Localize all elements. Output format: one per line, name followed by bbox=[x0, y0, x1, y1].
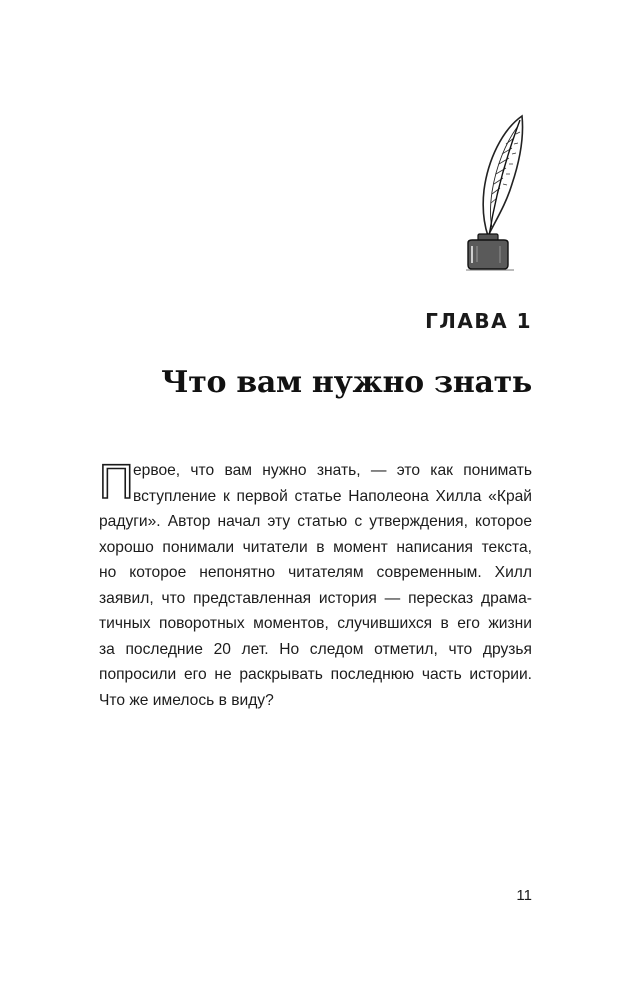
body-line-7: тичных поворотных моментов, случившихся в его жизни bbox=[99, 615, 532, 632]
body-line-5: но которое непонятно читателям современным. Хилл bbox=[99, 564, 532, 581]
body-line-9: попросили его не раскрывать последнюю часть истории. bbox=[99, 666, 532, 683]
body-paragraph bbox=[99, 458, 532, 713]
body-line-1: ервое, что вам нужно знать, — это как понимать bbox=[133, 462, 532, 479]
drop-cap-letter: П bbox=[99, 456, 134, 509]
chapter-title: Что вам нужно знать bbox=[161, 365, 532, 400]
body-line-8: за последние 20 лет. Но следом отметил, что друзья bbox=[99, 640, 532, 658]
chapter-label: ГЛАВА 1 bbox=[425, 309, 532, 333]
body-line-3: радуги». Автор начал эту статью с утверждения, которое bbox=[99, 513, 532, 530]
quill-and-inkwell-icon bbox=[462, 112, 532, 272]
body-line-6: заявил, что представленная история — пересказ драма- bbox=[99, 589, 532, 607]
body-line-2: вступление к первой статье Наполеона Хилла «Край bbox=[133, 487, 532, 505]
body-line-10: Что же имелось в виду? bbox=[99, 691, 274, 709]
page-number: 11 bbox=[516, 887, 532, 904]
body-line-4: хорошо понимали читатели в момент написания текста, bbox=[99, 538, 532, 556]
